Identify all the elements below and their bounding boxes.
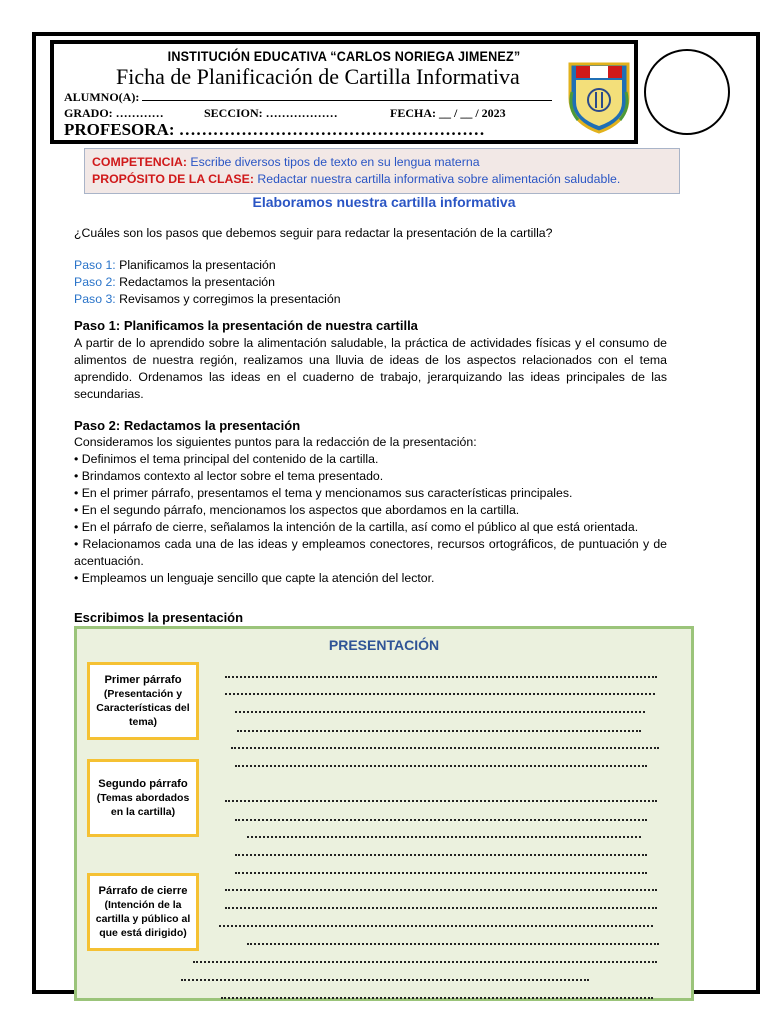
paso2-heading: Paso 2: Redactamos la presentación <box>74 418 301 433</box>
primer-parrafo-label <box>87 662 199 740</box>
alumno-field[interactable] <box>64 90 552 105</box>
profesora-field[interactable]: PROFESORA: ……………………………………………… <box>64 120 485 139</box>
writing-line[interactable] <box>225 676 657 680</box>
writing-line[interactable] <box>225 907 657 911</box>
writing-line[interactable] <box>221 997 653 1001</box>
bullet-item: • En el primer párrafo, presentamos el tema y mencionamos sus características principales. <box>74 486 573 500</box>
form-title: Ficha de Planificación de Cartilla Informativa <box>116 64 520 89</box>
competencia-box <box>84 148 680 194</box>
paso2-intro: Consideramos los siguientes puntos para la redacción de la presentación: <box>74 435 477 449</box>
writing-line[interactable] <box>181 979 589 983</box>
step-1-text: Planificamos la presentación <box>119 258 276 272</box>
presentacion-title: PRESENTACIÓN <box>328 637 440 653</box>
paso1-body: A partir de lo aprendido sobre la alimentación saludable, la práctica de actividades físicas y el consumo de alimentos de nuestra región, realizamos una lluvia de ideas de los aspectos relacionados con el tema aprendido. Ordenamos las ideas en el cuaderno de trabajo, jerarquizando las ideas principales de las secundarias. <box>74 336 667 401</box>
school-shield-icon <box>566 58 632 134</box>
primer-parrafo-title: Primer párrafo <box>104 674 182 686</box>
writing-line[interactable] <box>247 836 641 840</box>
fecha-field[interactable]: FECHA: __ / __ / 2023 <box>390 106 506 120</box>
escribimos-heading: Escribimos la presentación <box>74 610 244 625</box>
parrafo-cierre-desc: (Intención de la cartilla y público al que está dirigido) <box>95 899 191 939</box>
proposito-line <box>92 171 679 188</box>
parrafo-cierre-label <box>87 873 199 951</box>
bullet-item: • Relacionamos cada una de las ideas y empleamos conectores, recursos ortográficos, de puntuación y de acentuación. <box>74 537 667 568</box>
segundo-parrafo-title: Segundo párrafo <box>98 778 188 790</box>
school-name: INSTITUCIÓN EDUCATIVA “CARLOS NORIEGA JIMENEZ” <box>167 48 521 64</box>
alumno-line <box>142 90 552 101</box>
primer-parrafo-desc: (Presentación y Características del tema) <box>96 688 190 728</box>
competencia-line <box>92 154 679 171</box>
paso2-body <box>74 434 667 587</box>
writing-line[interactable] <box>235 872 647 876</box>
header-box <box>50 40 638 144</box>
competencia-label: COMPETENCIA: <box>92 155 187 169</box>
step-2-label: Paso 2: <box>74 275 116 289</box>
segundo-parrafo-label <box>87 759 199 837</box>
writing-line[interactable] <box>235 819 647 823</box>
writing-line[interactable] <box>231 747 659 751</box>
writing-line[interactable] <box>225 693 655 697</box>
step-2 <box>74 275 275 289</box>
writing-line[interactable] <box>225 889 657 893</box>
section-title: Elaboramos nuestra cartilla informativa <box>252 194 516 210</box>
bullet-item: • En el segundo párrafo, mencionamos los aspectos que abordamos en la cartilla. <box>74 503 520 517</box>
step-3-label: Paso 3: <box>74 292 116 306</box>
writing-line[interactable] <box>225 800 657 804</box>
writing-line[interactable] <box>193 961 657 965</box>
paso1-heading: Paso 1: Planificamos la presentación de nuestra cartilla <box>74 318 418 333</box>
grado-field[interactable]: GRADO: ………… <box>64 106 164 120</box>
proposito-label: PROPÓSITO DE LA CLASE: <box>92 172 254 186</box>
bullet-item: • En el párrafo de cierre, señalamos la intención de la cartilla, así como el público al que está orientada. <box>74 520 639 534</box>
alumno-label: ALUMNO(A): <box>64 90 140 104</box>
writing-line[interactable] <box>219 925 653 929</box>
segundo-parrafo-desc: (Temas abordados en la cartilla) <box>96 792 190 818</box>
competencia-text: Escribe diversos tipos de texto en su lengua materna <box>190 155 480 169</box>
writing-line[interactable] <box>235 765 647 769</box>
bullet-item: • Empleamos un lenguaje sencillo que capte la atención del lector. <box>74 571 435 585</box>
photo-circle <box>644 49 730 135</box>
bullet-item: • Brindamos contexto al lector sobre el tema presentado. <box>74 469 384 483</box>
bullet-item: • Definimos el tema principal del contenido de la cartilla. <box>74 452 379 466</box>
step-3 <box>74 292 341 306</box>
seccion-field[interactable]: SECCION: ……………… <box>204 106 338 120</box>
writing-line[interactable] <box>247 943 659 947</box>
step-3-text: Revisamos y corregimos la presentación <box>119 292 341 306</box>
step-1 <box>74 258 276 272</box>
step-1-label: Paso 1: <box>74 258 116 272</box>
writing-line[interactable] <box>235 711 645 715</box>
parrafo-cierre-title: Párrafo de cierre <box>98 885 188 897</box>
step-2-text: Redactamos la presentación <box>119 275 275 289</box>
writing-line[interactable] <box>237 730 641 734</box>
question-text: ¿Cuáles son los pasos que debemos seguir para redactar la presentación de la cartilla? <box>74 226 553 240</box>
proposito-text: Redactar nuestra cartilla informativa sobre alimentación saludable. <box>257 172 621 186</box>
writing-line[interactable] <box>235 854 647 858</box>
presentacion-box <box>74 626 694 1001</box>
